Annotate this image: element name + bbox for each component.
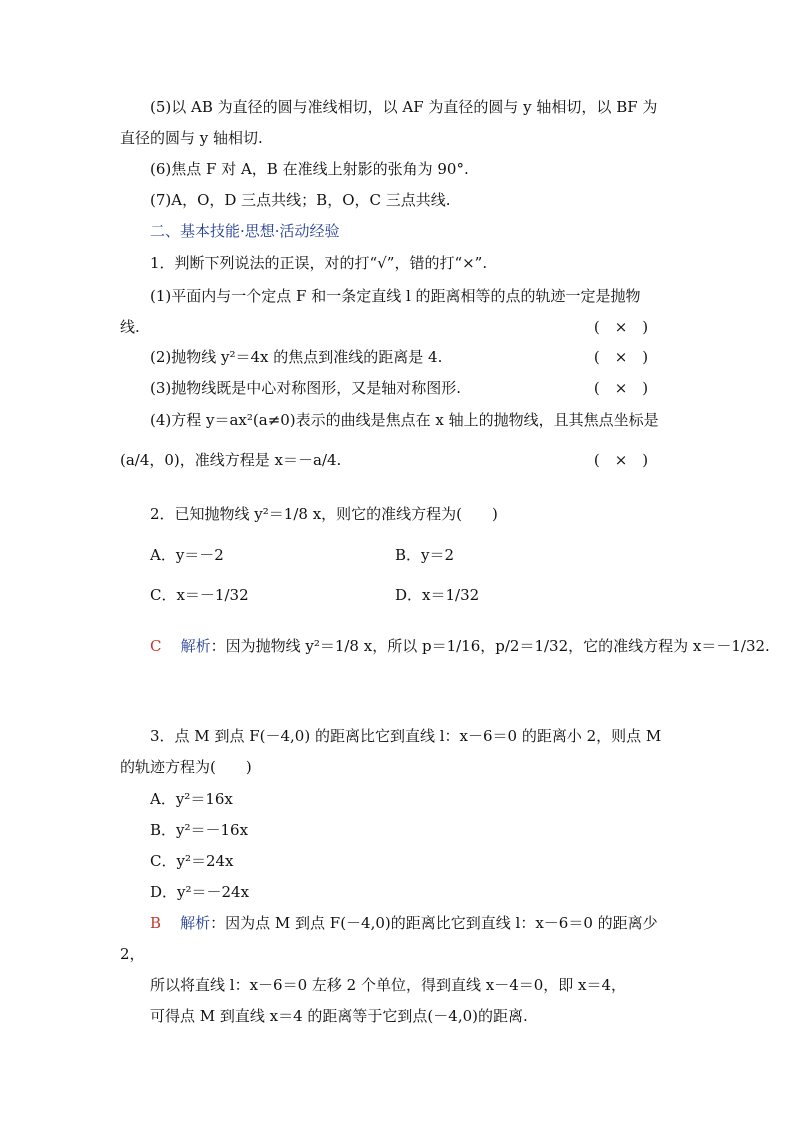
q1-s1-mark: ( × ) [593, 318, 649, 336]
q2-stem: 2．已知抛物线 y²＝1/8 x，则它的准线方程为( ) [150, 505, 498, 523]
q3-option-d: D．y²＝－24x [150, 883, 250, 901]
q3-answer: B [150, 914, 162, 932]
q3-solution-line-3: 可得点 M 到直线 x＝4 的距离等于它到点(－4,0)的距离. [150, 1007, 528, 1025]
q1-s1-line1: (1)平面内与一个定点 F 和一条定直线 l 的距离相等的点的轨迹一定是抛物 [150, 287, 641, 305]
q1-s3: (3)抛物线既是中心对称图形，又是轴对称图形. [150, 379, 462, 397]
q3-option-a: A．y²＝16x [150, 790, 233, 808]
q3-solution-line-1 [150, 913, 658, 933]
q2-solution [150, 636, 770, 656]
q2-explanation: ：因为抛物线 y²＝1/8 x，所以 p＝1/16，p/2＝1/32，它的准线方程为 x＝－1/32. [210, 637, 770, 655]
q3-stem-2: 的轨迹方程为( ) [120, 758, 252, 776]
q3-solution-line-1b: 2， [120, 945, 145, 963]
q2-option-c: C．x＝－1/32 [150, 586, 249, 604]
q3-explanation-1: ：因为点 M 到点 F(－4,0)的距离比它到直线 l：x－6＝0 的距离少 [210, 914, 658, 932]
q2-answer: C [150, 637, 162, 655]
item-6: (6)焦点 F 对 A，B 在准线上射影的张角为 90°. [150, 160, 469, 178]
q3-option-b: B．y²＝－16x [150, 821, 249, 839]
q1-s3-mark: ( × ) [593, 379, 649, 397]
q2-option-d: D．x＝1/32 [395, 586, 480, 604]
q3-stem-1: 3．点 M 到点 F(－4,0) 的距离比它到直线 l：x－6＝0 的距离小 2，则点 M [150, 727, 662, 745]
q1-s2: (2)抛物线 y²＝4x 的焦点到准线的距离是 4. [150, 348, 443, 366]
section-heading: 二、基本技能·思想·活动经验 [150, 222, 340, 240]
item-7: (7)A，O，D 三点共线；B，O，C 三点共线. [150, 191, 451, 209]
q1-title: 1．判断下列说法的正误，对的打“√”，错的打“×”. [150, 254, 488, 272]
item-5-line-2: 直径的圆与 y 轴相切. [120, 129, 263, 147]
item-5-line-1: (5)以 AB 为直径的圆与准线相切，以 AF 为直径的圆与 y 轴相切，以 BF 为 [150, 98, 658, 116]
q1-s4-mark: ( × ) [593, 451, 649, 469]
q1-s4-line2: (a/4，0)，准线方程是 x＝－a/4. [120, 451, 342, 469]
q3-option-c: C．y²＝24x [150, 852, 234, 870]
q1-s4-line1: (4)方程 y＝ax²(a≠0)表示的曲线是焦点在 x 轴上的抛物线，且其焦点坐标是 [150, 411, 659, 429]
q3-jiexi-label: 解析 [180, 914, 211, 932]
q3-solution-line-2: 所以将直线 l：x－6＝0 左移 2 个单位，得到直线 x－4＝0，即 x＝4， [150, 976, 627, 994]
q2-jiexi-label: 解析 [180, 637, 211, 655]
q2-option-a: A．y＝－2 [150, 546, 224, 564]
q1-s1-line2: 线. [120, 318, 140, 336]
q1-s2-mark: ( × ) [593, 348, 649, 366]
q2-option-b: B．y＝2 [395, 546, 455, 564]
